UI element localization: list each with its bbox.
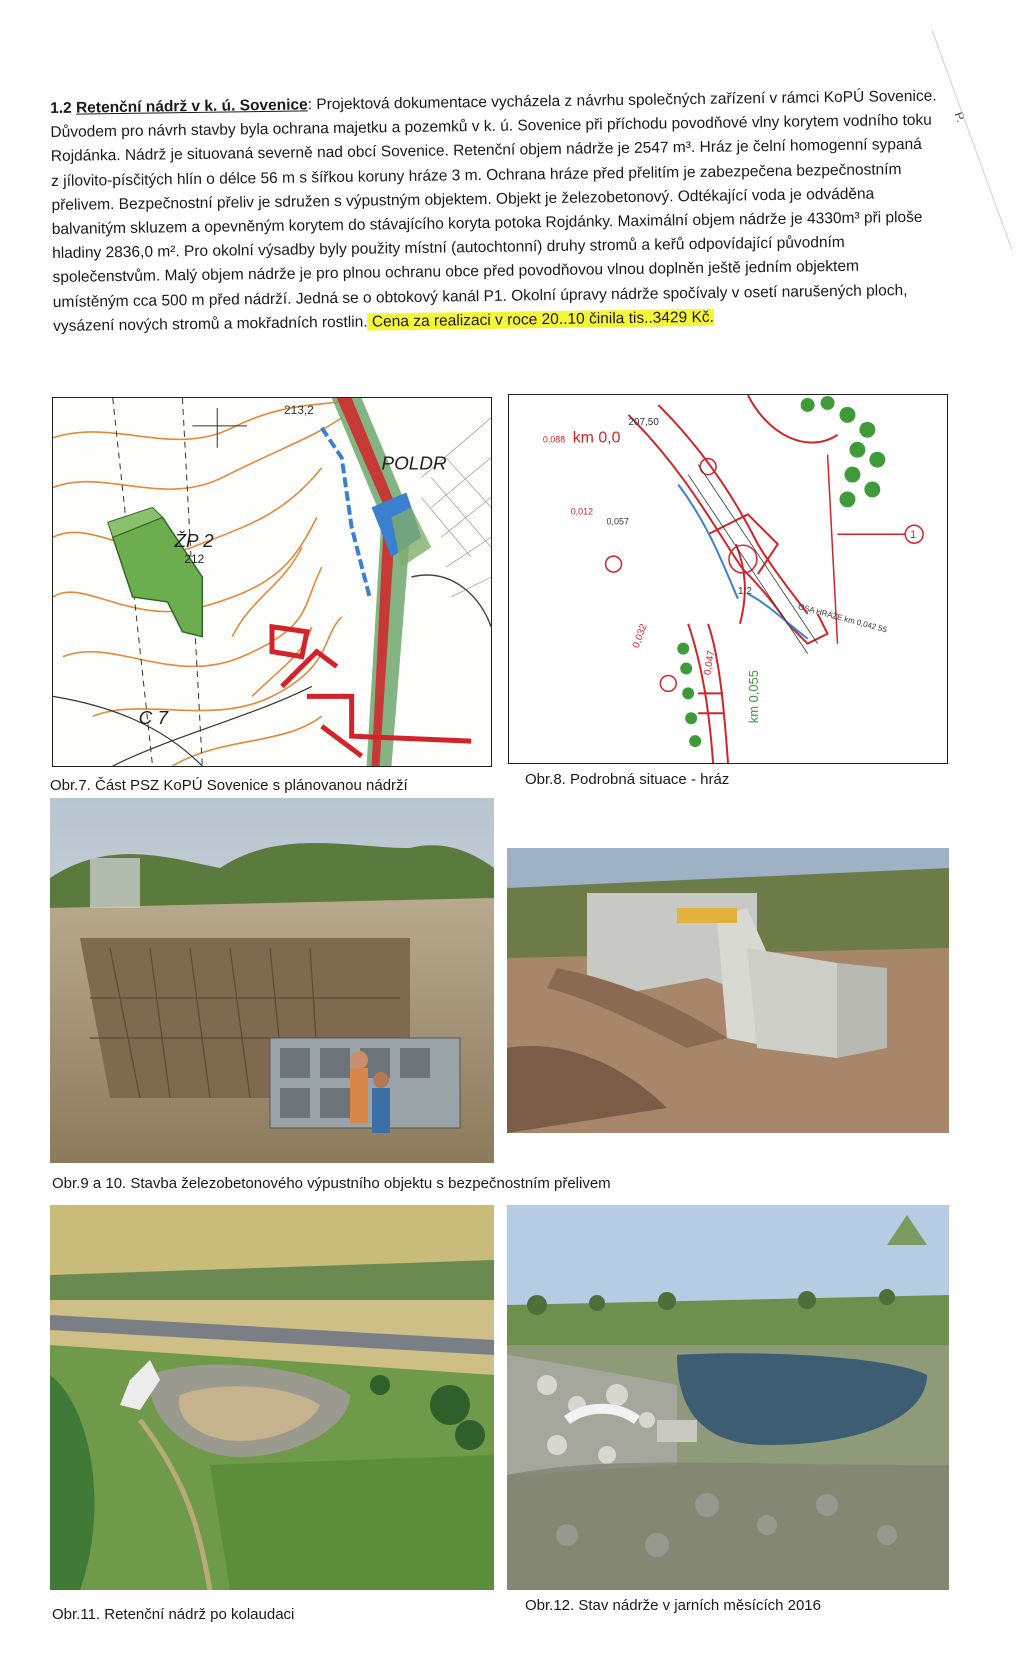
photo-construction-formwork	[50, 798, 494, 1163]
plan-station-1: 0,088	[542, 434, 566, 445]
paragraph-line-6: balvanitým skluzem a opevněným korytem do stávajícího koryta potoka Rojdánky. Maximální objem nádrže je 4330m³ při ploše	[51, 208, 923, 239]
paragraph-line-8: společenstvům. Malý objem nádrže je pro plnou ochranu obce před povodňovou vlnou doplněn ještě jedním objektem	[52, 258, 860, 287]
plan-station-2: 0,012	[570, 506, 594, 517]
plan-slope: 1:2	[737, 585, 752, 597]
paragraph-line-1: Projektová dokumentace vycházela z návrhu společných zařízení v rámci KoPÚ Sovenice.	[311, 87, 937, 114]
plan-elevation-top: 207,50	[628, 416, 659, 428]
section-title: Retenční nádrž v k. ú. Sovenice	[75, 96, 308, 117]
paragraph-line-4: z jílovito-písčitých hlín o délce 56 m s šířkou koruny hráze 3 m. Ochrana hráze před přelitím je zabezpečena bezpečnostním	[51, 160, 902, 190]
map-zp-elevation: 212	[184, 552, 205, 567]
price-highlight: Cena za realizaci v roce 20..10 činila tis..3429 Kč.	[367, 308, 715, 331]
map-zp-label: ŽP 2	[174, 531, 214, 553]
paragraph-line-5: přelivem. Bezpečnostní přeliv je sdružen s výpustným objektem. Objekt je železobetonový. Odtékající voda je odváděna	[51, 185, 875, 214]
caption-obr12: Obr.12. Stav nádrže v jarních měsících 2016	[525, 1597, 821, 1614]
photo-aerial-reservoir	[50, 1205, 494, 1590]
photo-construction-formwork-art	[50, 798, 494, 1163]
section-colon: :	[307, 96, 313, 114]
plan-dam-axis: OSA HRÁZE km 0,042 55	[797, 602, 888, 635]
map-c7-label: C 7	[138, 708, 169, 730]
plan-km-top: km 0,0	[572, 429, 621, 447]
photo-concrete-outlet-art	[507, 848, 949, 1133]
plan-station-4: 0,032	[630, 622, 650, 650]
paragraph-line-7: hladiny 2836,0 m². Pro okolní výsadby byly použity místní (autochtonní) druhy stromů a keřů odpovídající původním	[52, 234, 845, 263]
map-elevation-label: 213,2	[283, 402, 314, 417]
photo-reservoir-spring-art	[507, 1205, 949, 1590]
paragraph-line-2: Důvodem pro návrh stavby byla ochrana majetku a pozemků v k. ú. Sovenice při příchodu povodňové vlny korytem vodního toku	[50, 111, 932, 142]
paragraph-line-10-text: vysázení nových stromů a mokřadních rostlin.	[53, 313, 368, 335]
paragraph-line-9: umístěným cca 500 m před nádrží. Jedná se o obtokový kanál P1. Okolní úpravy nádrže spočívaly v osetí narušených ploch,	[52, 281, 908, 311]
corner-mark: P.	[951, 110, 969, 124]
photo-aerial-reservoir-art	[50, 1205, 494, 1590]
plan-callout: 1	[910, 529, 917, 542]
section-number: 1.2	[50, 99, 72, 117]
plan-km-bottom: km 0,055	[745, 670, 761, 724]
map-poldr-label: POLDR	[381, 453, 447, 475]
dam-plan-drawing	[509, 395, 947, 763]
figure-map-psz	[52, 397, 492, 767]
caption-obr8: Obr.8. Podrobná situace - hráz	[525, 771, 730, 788]
plan-station-3: 0,057	[606, 516, 629, 527]
section-text	[50, 84, 953, 339]
caption-obr9-10: Obr.9 a 10. Stavba železobetonového výpustního objektu s bezpečnostním přelivem	[52, 1175, 611, 1192]
plan-station-5: 0,047	[702, 649, 718, 676]
map-psz-drawing	[53, 398, 491, 766]
paragraph-line-3: Rojdánka. Nádrž je situovaná severně nad obcí Sovenice. Retenční objem nádrže je 2547 m³. Hráz je čelní homogenní sypaná	[50, 136, 922, 166]
photo-reservoir-spring	[507, 1205, 949, 1590]
caption-obr7: Obr.7. Část PSZ KoPÚ Sovenice s plánovanou nádrží	[50, 777, 408, 794]
figure-dam-plan	[508, 394, 948, 764]
caption-obr11: Obr.11. Retenční nádrž po kolaudaci	[52, 1606, 295, 1623]
photo-concrete-outlet	[507, 848, 949, 1133]
